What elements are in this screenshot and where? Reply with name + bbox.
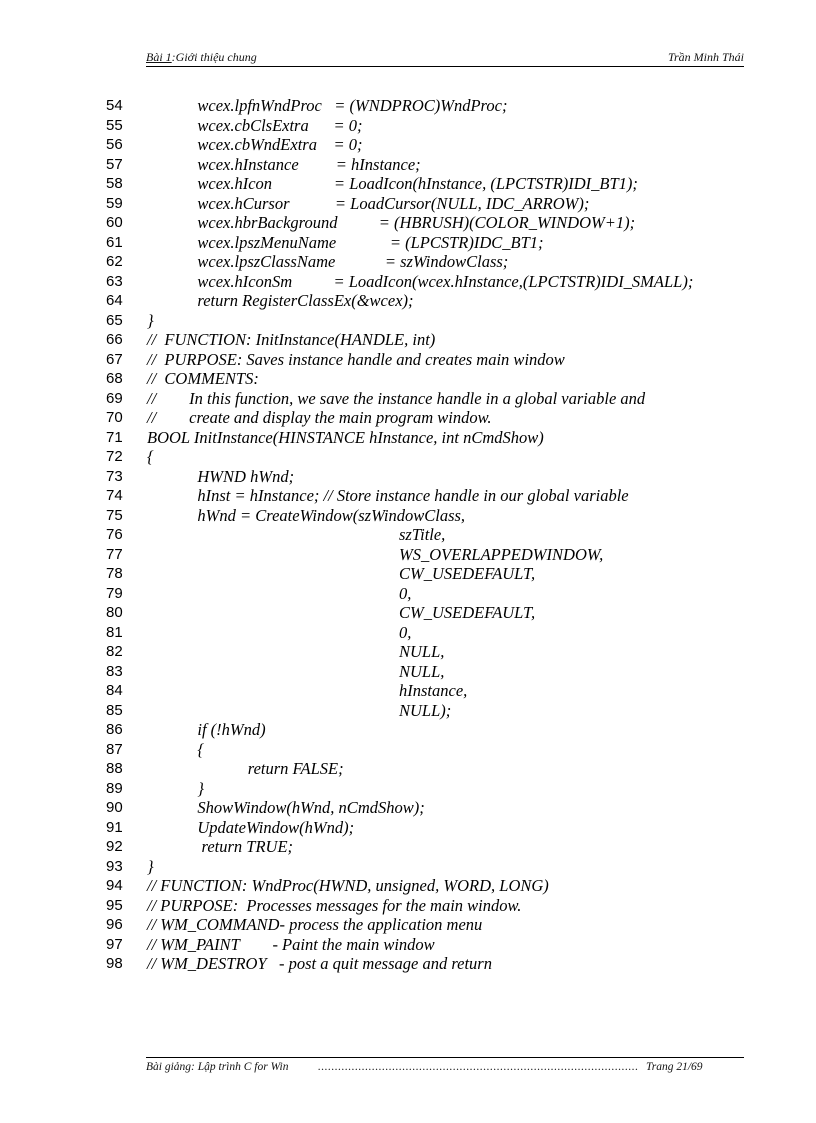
code-line: [0, 915, 816, 935]
code-line: [0, 954, 816, 974]
line-code: }: [197, 778, 204, 798]
code-line: [0, 545, 816, 565]
code-line: [0, 389, 816, 409]
author-name: Trần Minh Thái: [667, 50, 744, 64]
code-line: [0, 155, 816, 175]
code-line: [0, 506, 816, 526]
line-number: 90: [106, 799, 123, 816]
line-number: 68: [106, 370, 123, 387]
code-line: [0, 642, 816, 662]
code-line: [0, 194, 816, 214]
line-code: WS_OVERLAPPEDWINDOW,: [399, 544, 604, 564]
code-line: [0, 213, 816, 233]
line-number: 59: [106, 194, 123, 212]
line-number: 91: [106, 818, 123, 836]
line-code: NULL,: [399, 642, 445, 661]
line-code: // COMMENTS:: [147, 369, 259, 388]
code-listing: [0, 96, 816, 974]
code-line: [0, 798, 816, 818]
code-line: [0, 720, 816, 740]
line-number: 73: [106, 467, 123, 485]
line-code: // In this function, we save the instance handle in a global variable and: [147, 388, 646, 408]
line-number: 56: [106, 136, 123, 153]
code-line: [0, 896, 816, 916]
line-number: 72: [106, 448, 123, 465]
code-line: [0, 467, 816, 487]
code-line: [0, 330, 816, 350]
code-line: [0, 428, 816, 448]
line-code: // PURPOSE: Saves instance handle and creates main window: [147, 349, 565, 369]
line-number: 85: [106, 701, 123, 719]
page-number: Trang 21/69: [646, 1061, 703, 1073]
code-line: [0, 701, 816, 721]
line-code: UpdateWindow(hWnd);: [197, 817, 355, 837]
line-number: 83: [106, 662, 123, 680]
code-line: [0, 935, 816, 955]
code-line: [0, 135, 816, 155]
code-line: [0, 96, 816, 116]
line-code: wcex.cbWndExtra = 0;: [197, 135, 363, 154]
line-code: }: [147, 856, 154, 876]
line-code: wcex.lpfnWndProc = (WNDPROC)WndProc;: [197, 96, 508, 115]
code-line: [0, 857, 816, 877]
line-code: hWnd = CreateWindow(szWindowClass,: [197, 505, 466, 525]
code-line: [0, 311, 816, 331]
line-number: 84: [106, 682, 123, 699]
line-number: 65: [106, 311, 123, 329]
line-number: 82: [106, 643, 123, 660]
line-code: NULL);: [399, 700, 452, 720]
code-line: [0, 486, 816, 506]
line-code: wcex.hInstance = hInstance;: [197, 154, 421, 174]
line-code: wcex.hbrBackground = (HBRUSH)(COLOR_WINDOW+1);: [197, 213, 636, 232]
line-number: 98: [106, 955, 123, 972]
code-line: [0, 408, 816, 428]
line-number: 95: [106, 896, 123, 914]
line-code: // WM_DESTROY - post a quit message and return: [147, 954, 492, 973]
line-number: 97: [106, 935, 123, 953]
line-code: wcex.lpszMenuName = (LPCSTR)IDC_BT1;: [197, 232, 544, 252]
code-line: [0, 350, 816, 370]
line-number: 78: [106, 565, 123, 582]
code-line: [0, 779, 816, 799]
line-code: // PURPOSE: Processes messages for the main window.: [147, 895, 522, 915]
line-code: // FUNCTION: WndProc(HWND, unsigned, WORD, LONG): [147, 876, 549, 895]
line-number: 69: [106, 389, 123, 407]
line-code: // WM_COMMAND- process the application menu: [147, 915, 483, 934]
dot-leader: ...............................................................................................: [318, 1061, 639, 1073]
line-number: 88: [106, 760, 123, 777]
line-code: return FALSE;: [247, 759, 344, 778]
code-line: [0, 623, 816, 643]
line-number: 80: [106, 604, 123, 621]
line-number: 96: [106, 916, 123, 933]
code-line: [0, 447, 816, 467]
line-code: wcex.hIcon = LoadIcon(hInstance, (LPCTSTR)IDI_BT1);: [197, 174, 638, 193]
line-code: hInst = hInstance; // Store instance handle in our global variable: [197, 486, 629, 505]
code-line: [0, 740, 816, 760]
code-line: [0, 369, 816, 389]
line-number: 57: [106, 155, 123, 173]
chapter-title: :Giới thiệu chung: [171, 50, 257, 64]
line-number: 77: [106, 545, 123, 563]
line-code: NULL,: [399, 661, 445, 681]
line-code: ShowWindow(hWnd, nCmdShow);: [197, 798, 425, 817]
course-title: Bài giảng: Lập trình C for Win: [146, 1061, 289, 1073]
line-code: // FUNCTION: InitInstance(HANDLE, int): [147, 330, 436, 349]
line-code: if (!hWnd): [197, 720, 266, 739]
line-number: 54: [106, 97, 123, 114]
line-number: 87: [106, 740, 123, 758]
code-line: [0, 818, 816, 838]
code-line: [0, 116, 816, 136]
code-line: [0, 233, 816, 253]
line-number: 81: [106, 623, 123, 641]
chapter-link: Bài 1: [146, 50, 172, 64]
line-number: 71: [106, 428, 123, 446]
line-code: wcex.cbClsExtra = 0;: [197, 115, 363, 135]
code-line: [0, 603, 816, 623]
line-code: szTitle,: [399, 525, 446, 544]
line-code: 0,: [399, 583, 412, 603]
line-number: 58: [106, 175, 123, 192]
code-line: [0, 681, 816, 701]
line-number: 75: [106, 506, 123, 524]
code-line: [0, 174, 816, 194]
page-footer: [146, 1061, 744, 1079]
line-code: // WM_PAINT - Paint the main window: [147, 934, 435, 954]
line-code: 0,: [399, 622, 412, 642]
line-code: {: [197, 739, 204, 759]
line-code: wcex.lpszClassName = szWindowClass;: [197, 252, 509, 271]
code-line: [0, 291, 816, 311]
line-code: // create and display the main program window.: [147, 408, 492, 427]
line-number: 94: [106, 877, 123, 894]
line-number: 64: [106, 292, 123, 309]
line-code: BOOL InitInstance(HINSTANCE hInstance, int nCmdShow): [147, 427, 544, 447]
line-code: HWND hWnd;: [197, 466, 295, 486]
line-number: 63: [106, 272, 123, 290]
line-number: 92: [106, 838, 123, 855]
code-line: [0, 759, 816, 779]
line-code: {: [147, 447, 154, 466]
line-number: 70: [106, 409, 123, 426]
line-number: 74: [106, 487, 123, 504]
code-line: [0, 564, 816, 584]
line-code: CW_USEDEFAULT,: [399, 564, 536, 583]
line-number: 93: [106, 857, 123, 875]
line-number: 61: [106, 233, 123, 251]
code-line: [0, 837, 816, 857]
line-number: 67: [106, 350, 123, 368]
footer-divider: [146, 1057, 744, 1058]
code-line: [0, 662, 816, 682]
line-code: }: [147, 310, 154, 330]
header-divider: [146, 66, 744, 67]
line-number: 89: [106, 779, 123, 797]
line-number: 76: [106, 526, 123, 543]
line-code: wcex.hCursor = LoadCursor(NULL, IDC_ARROW);: [197, 193, 590, 213]
line-number: 55: [106, 116, 123, 134]
line-code: hInstance,: [399, 681, 468, 700]
line-number: 66: [106, 331, 123, 348]
line-code: return RegisterClassEx(&wcex);: [197, 291, 414, 310]
line-number: 86: [106, 721, 123, 738]
code-line: [0, 252, 816, 272]
chapter-label: [146, 50, 257, 65]
code-line: [0, 584, 816, 604]
line-number: 79: [106, 584, 123, 602]
code-line: [0, 876, 816, 896]
code-line: [0, 272, 816, 292]
line-code: wcex.hIconSm = LoadIcon(wcex.hInstance,(LPCTSTR)IDI_SMALL);: [197, 271, 694, 291]
code-line: [0, 525, 816, 545]
line-code: CW_USEDEFAULT,: [399, 603, 536, 622]
line-number: 60: [106, 214, 123, 231]
line-code: return TRUE;: [197, 837, 294, 856]
line-number: 62: [106, 253, 123, 270]
